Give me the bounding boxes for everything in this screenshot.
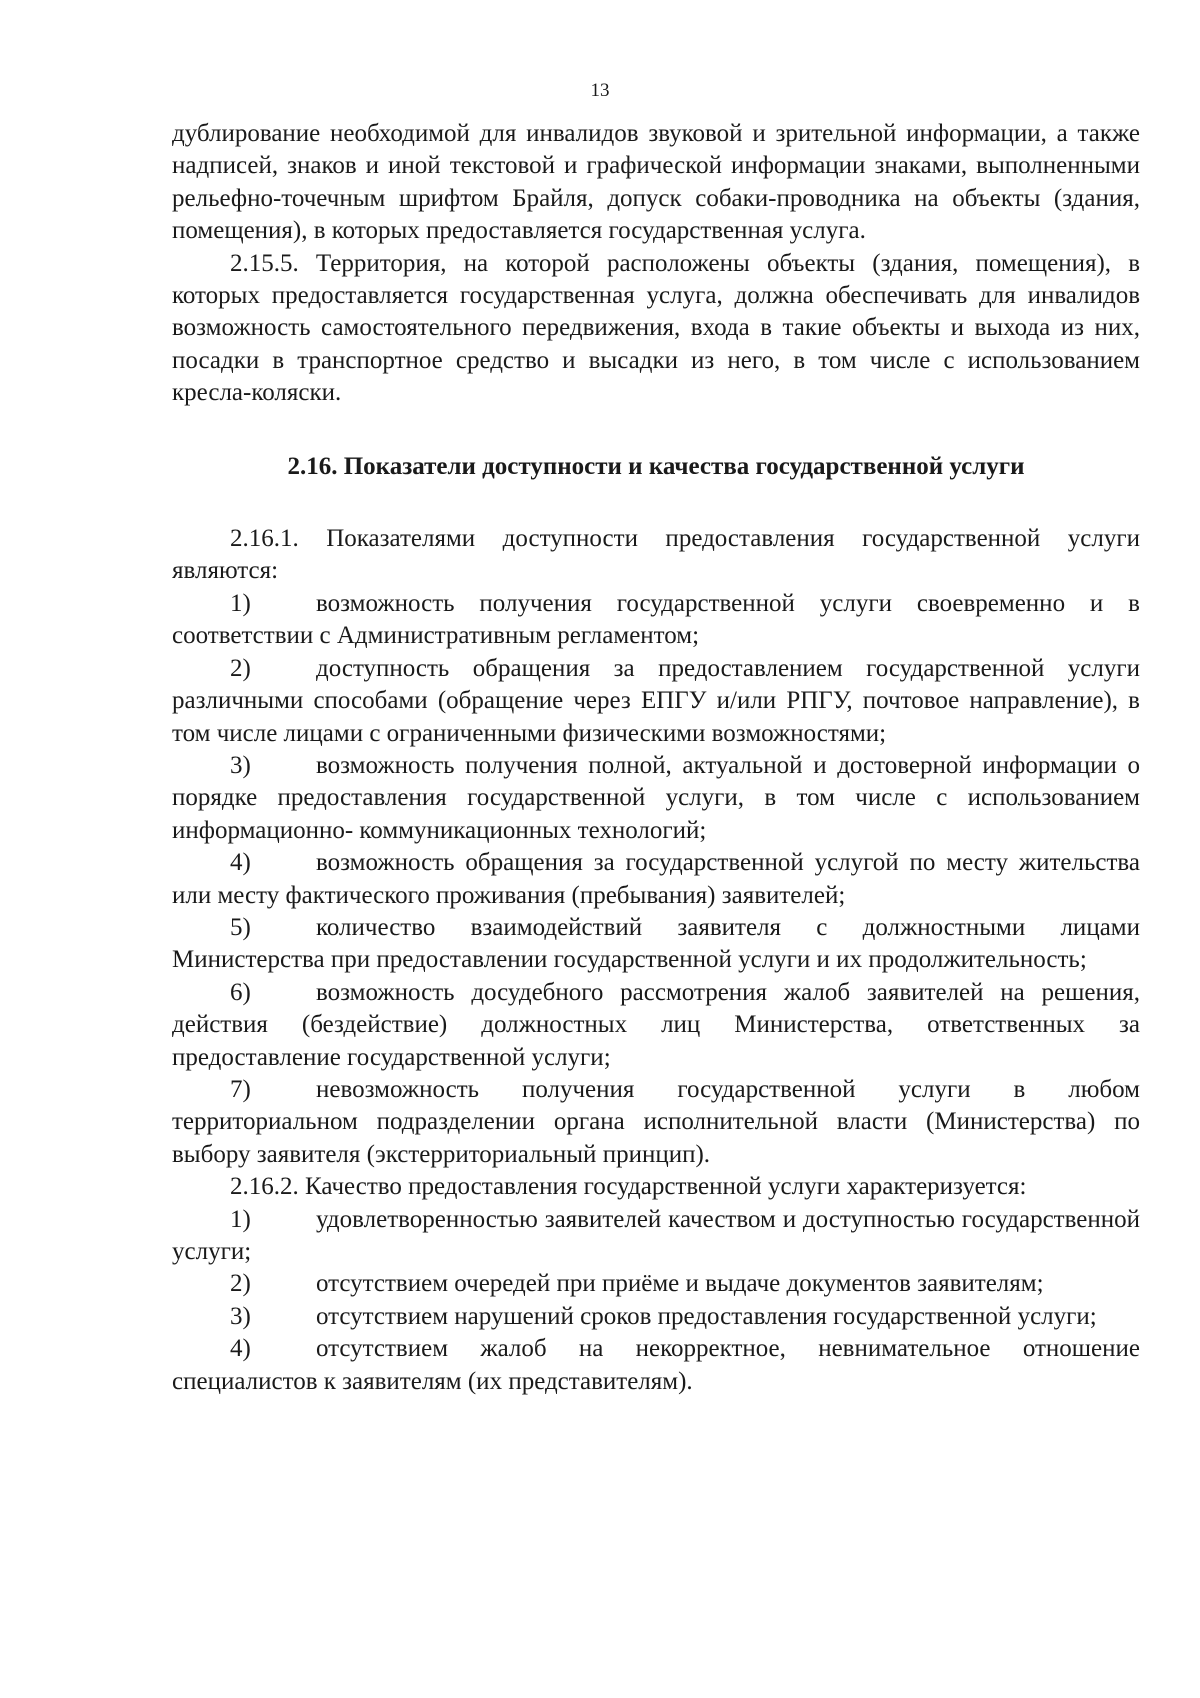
list-item-text: возможность обращения за государственной услугой по месту жительства или месту фактического проживания (пребывания) заявителей;: [172, 849, 1140, 909]
list-item-2-16-1-5: [172, 912, 1140, 977]
list-item-text: отсутствием нарушений сроков предоставления государственной услуги;: [316, 1302, 1097, 1330]
list-item-number: 1): [230, 1205, 251, 1233]
paragraph-2-15-5: 2.15.5. Территория, на которой расположены объекты (здания, помещения), в которых предоставляется государственная услуга, должна обеспечивать для инвалидов возможность самостоятельного передвижения, входа в такие объекты и выхода из них, посадки в транспортное средство и высадки из него, в том числе с использованием кресла-коляски.: [172, 249, 1140, 407]
document-body: [172, 118, 1140, 1398]
list-item-2-16-1-4: [172, 847, 1140, 912]
list-item-2-16-2-1: [172, 1204, 1140, 1269]
paragraph-2-16-2-intro: 2.16.2. Качество предоставления государственной услуги характеризуется:: [230, 1173, 1027, 1201]
list-item-text: возможность получения государственной услуги своевременно и в соответствии с Административным регламентом;: [172, 589, 1140, 650]
list-item-2-16-1-3: [172, 750, 1140, 847]
list-item-text: возможность получения полной, актуальной и достоверной информации о порядке предоставления государственной услуги, в том числе с использованием информационно- коммуникационных технологий;: [172, 751, 1140, 844]
list-item-text: отсутствием жалоб на некорректное, невнимательное отношение специалистов к заявителям (их представителям).: [172, 1335, 1140, 1395]
list-item-2-16-2-4: [172, 1333, 1140, 1398]
list-item-number: 2): [230, 654, 251, 682]
paragraph-duplication: дублирование необходимой для инвалидов звуковой и зрительной информации, а также надписей, знаков и иной текстовой и графической информации знаками, выполненными рельефно-точечным шрифтом Брайля, допуск собаки-проводника на объекты (здания, помещения), в которых предоставляется государственная услуга.: [172, 120, 1140, 245]
list-item-2-16-1-1: [172, 588, 1140, 653]
list-item-2-16-1-6: [172, 977, 1140, 1074]
list-item-text: отсутствием очередей при приёме и выдаче документов заявителям;: [316, 1270, 1044, 1298]
list-item-number: 3): [230, 751, 251, 779]
list-item-number: 7): [230, 1075, 251, 1103]
page-number: 13: [590, 80, 610, 101]
list-item-number: 4): [230, 849, 251, 877]
list-item-text: возможность досудебного рассмотрения жалоб заявителей на решения, действия (бездействие) должностных лиц Министерства, ответственных за предоставление государственной услуги;: [172, 978, 1140, 1071]
list-item-number: 6): [230, 978, 251, 1006]
list-item-number: 4): [230, 1335, 251, 1363]
list-item-text: невозможность получения государственной услуги в любом территориальном подразделении органа исполнительной власти (Министерства) по выбору заявителя (экстерриториальный принцип).: [172, 1075, 1140, 1168]
list-item-2-16-2-3: [172, 1301, 1140, 1333]
list-item-text: удовлетворенностью заявителей качеством и доступностью государственной услуги;: [172, 1205, 1140, 1265]
list-item-number: 2): [230, 1270, 251, 1298]
list-item-number: 5): [230, 913, 251, 941]
list-item-text: количество взаимодействий заявителя с должностными лицами Министерства при предоставлении государственной услуги и их продолжительность;: [172, 913, 1140, 974]
list-item-2-16-2-2: [172, 1268, 1140, 1300]
list-item-number: 3): [230, 1302, 251, 1330]
list-item-2-16-1-7: [172, 1074, 1140, 1171]
list-item-2-16-1-2: [172, 653, 1140, 750]
list-item-number: 1): [230, 589, 251, 617]
list-item-text: доступность обращения за предоставлением государственной услуги различными способами (обращение через ЕПГУ и/или РПГУ, почтовое направление), в том числе лицами с ограниченными физическими возможностями;: [172, 654, 1140, 747]
section-heading-2-16: 2.16. Показатели доступности и качества государственной услуги: [287, 452, 1025, 480]
paragraph-2-16-1-intro: 2.16.1. Показателями доступности предоставления государственной услуги являются:: [172, 525, 1140, 585]
